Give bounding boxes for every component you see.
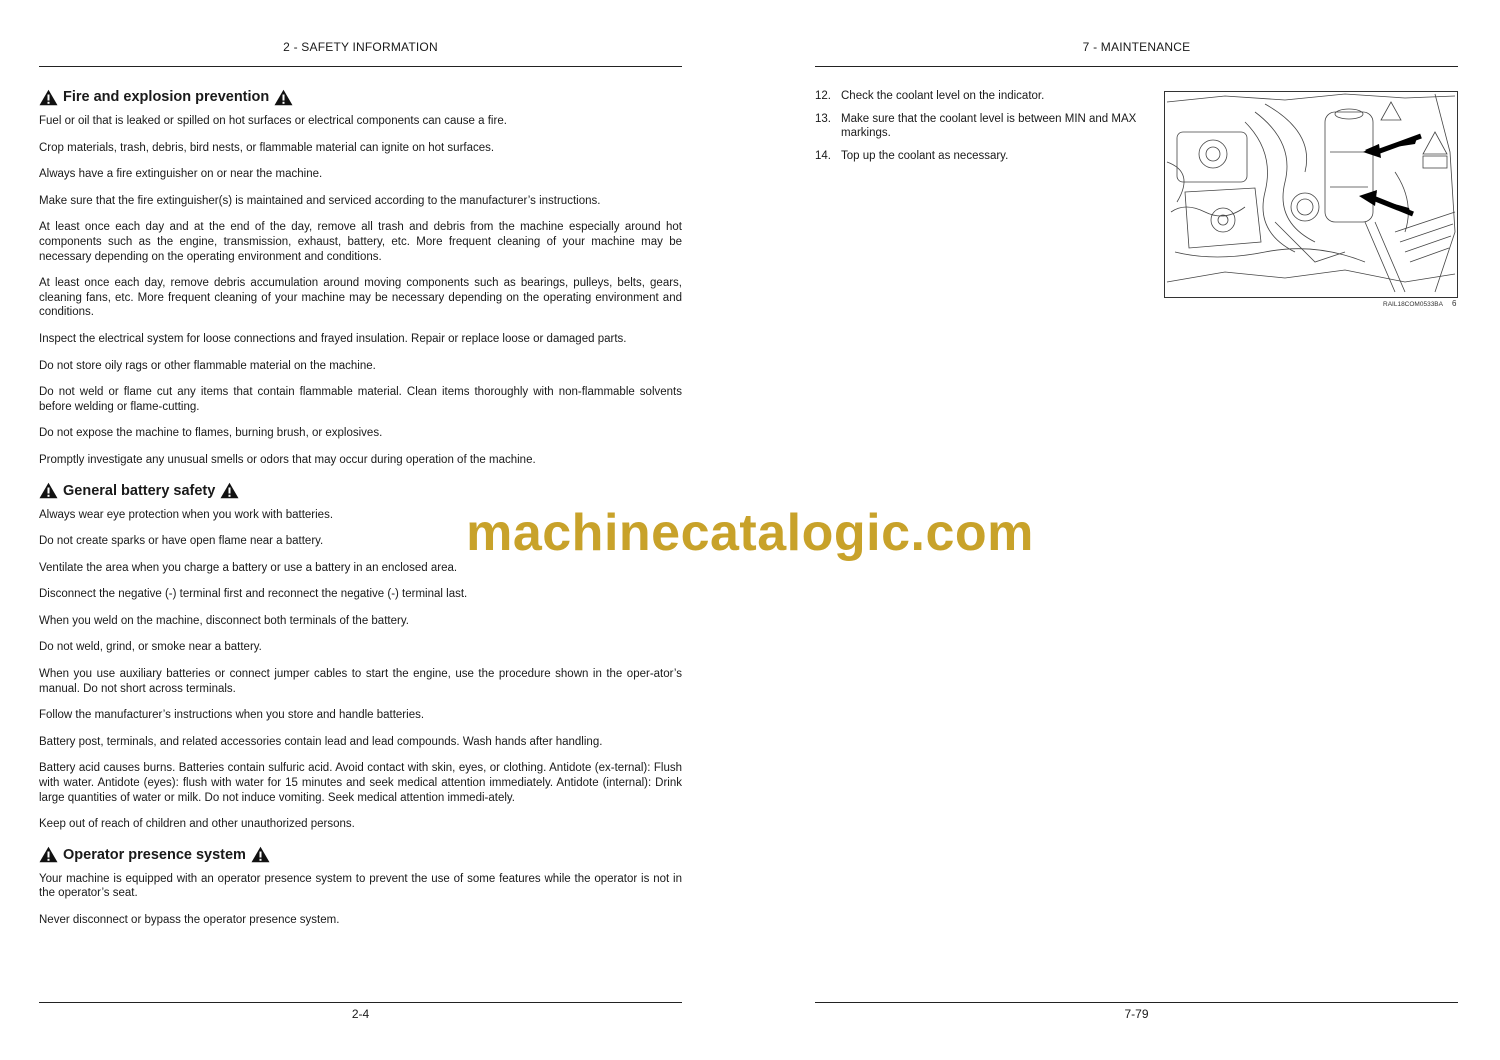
safety-paragraph: Do not weld or flame cut any items that contain flammable material. Clean items thoroughly with non-flammable solvents before welding or flame-cutting. [39, 386, 682, 413]
procedure-step [815, 149, 1145, 164]
safety-paragraph: Your machine is equipped with an operator presence system to prevent the use of some features while the operator is not in the operator’s seat. [39, 872, 682, 900]
warning-triangle-icon [220, 482, 239, 499]
safety-paragraph: Battery acid causes burns. Batteries contain sulfuric acid. Avoid contact with skin, eyes, or clothing. Antidote (ex-ternal): Flush with water. Antidote (eyes): flush with water for 15 minutes and seek medical attention immediately. Antidote (internal): Drink large quantities of water or milk. Do not induce vomiting. Seek medical attention immedi-ately. [39, 762, 682, 804]
procedure-step [815, 89, 1145, 104]
section-heading [39, 844, 682, 866]
engine-compartment-illustration-icon [1165, 92, 1457, 297]
safety-paragraph: When you weld on the machine, disconnect both terminals of the battery. [39, 614, 409, 627]
safety-paragraph: Inspect the electrical system for loose connections and frayed insulation. Repair or replace loose or damaged parts. [39, 332, 627, 345]
procedure-steps [815, 89, 1145, 171]
step-number: 13. [815, 112, 831, 125]
safety-paragraph: Never disconnect or bypass the operator presence system. [39, 914, 340, 926]
safety-section [39, 86, 682, 468]
safety-paragraph: Always wear eye protection when you work with batteries. [39, 508, 334, 521]
safety-paragraph: Battery post, terminals, and related accessories contain lead and lead compounds. Wash hands after handling. [39, 735, 603, 748]
safety-paragraph: Do not weld, grind, or smoke near a battery. [39, 641, 262, 654]
engine-compartment-figure [1164, 91, 1458, 298]
header-rule-right [815, 66, 1458, 67]
safety-paragraph: At least once each day, remove debris accumulation around moving components such as bearings, pulleys, belts, gears, cleaning fans, etc. More frequent cleaning of your machine may be necessary depending on the operating environment and conditions. [39, 277, 682, 319]
section-title: Operator presence system [63, 846, 246, 863]
running-head-left: 2 - SAFETY INFORMATION [283, 40, 438, 54]
procedure-step [815, 112, 1145, 141]
safety-section [39, 844, 682, 928]
header-rule-left [39, 66, 682, 67]
warning-triangle-icon [251, 846, 270, 863]
warning-triangle-icon [39, 846, 58, 863]
page-number-right: 7-79 [1124, 1007, 1149, 1021]
footer-rule-right [815, 1002, 1458, 1003]
safety-paragraph: Promptly investigate any unusual smells or odors that may occur during operation of the machine. [39, 453, 536, 466]
section-heading [39, 480, 682, 502]
safety-paragraph: Do not expose the machine to flames, burning brush, or explosives. [39, 427, 383, 440]
warning-triangle-icon [39, 482, 58, 499]
section-heading [39, 86, 682, 108]
step-number: 12. [815, 90, 831, 102]
watermark: machinecatalogic.com [466, 504, 1034, 562]
section-title: General battery safety [63, 482, 216, 499]
running-head-right: 7 - MAINTENANCE [1082, 40, 1191, 54]
safety-paragraph: Disconnect the negative (-) terminal first and reconnect the negative (-) terminal last. [39, 588, 468, 601]
safety-paragraph: Keep out of reach of children and other unauthorized persons. [39, 818, 355, 831]
safety-paragraph: Crop materials, trash, debris, bird nests, or flammable material can ignite on hot surfaces. [39, 141, 495, 154]
safety-paragraph: Do not store oily rags or other flammable material on the machine. [39, 359, 376, 372]
step-text: Make sure that the coolant level is between MIN and MAX markings. [841, 112, 1137, 140]
safety-paragraph: Follow the manufacturer’s instructions when you store and handle batteries. [39, 709, 425, 722]
safety-paragraph: Make sure that the fire extinguisher(s) is maintained and serviced according to the manufacturer’s instructions. [39, 194, 601, 207]
safety-paragraph: Do not create sparks or have open flame near a battery. [39, 535, 324, 548]
step-text: Check the coolant level on the indicator. [841, 90, 1045, 102]
warning-triangle-icon [274, 89, 293, 106]
page-number-left: 2-4 [351, 1007, 370, 1021]
safety-paragraph: When you use auxiliary batteries or connect jumper cables to start the engine, use the procedure shown in the oper-ator’s manual. Do not short across terminals. [39, 668, 682, 695]
safety-paragraph: At least once each day and at the end of the day, remove all trash and debris from the machine especially around hot components such as the engine, transmission, exhaust, battery, etc. More frequent cleaning of your machine may be necessary depending on the operating environment and conditions. [39, 221, 682, 263]
figure-code: RAIL18COM0533BA [1383, 301, 1443, 308]
warning-triangle-icon [39, 89, 58, 106]
step-text: Top up the coolant as necessary. [841, 149, 1009, 162]
safety-paragraph: Ventilate the area when you charge a battery or use a battery in an enclosed area. [39, 561, 458, 574]
step-number: 14. [815, 149, 831, 162]
figure-number: 6 [1452, 299, 1457, 308]
safety-paragraph: Always have a fire extinguisher on or near the machine. [39, 168, 323, 181]
footer-rule-left [39, 1002, 682, 1003]
section-title: Fire and explosion prevention [63, 89, 270, 105]
safety-paragraph: Fuel or oil that is leaked or spilled on hot surfaces or electrical components can cause a fire. [39, 115, 507, 127]
